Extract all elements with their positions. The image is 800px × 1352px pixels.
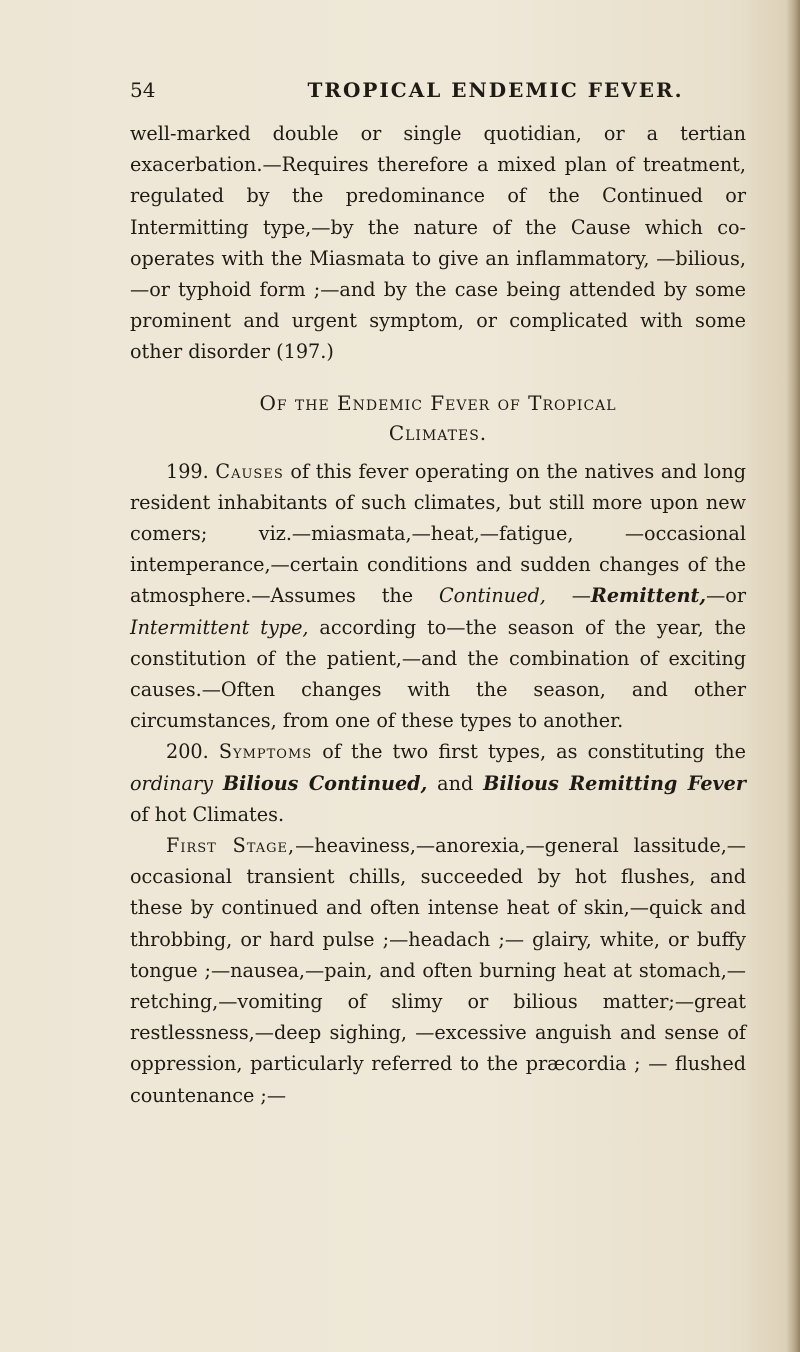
paragraph-199 (130, 456, 746, 737)
paragraph-text: —heaviness,—anorexia,—general lassitude,—occasional transient chills, succeeded by hot flushes, and these by continued and often intense heat of skin,—quick and throbbing, or hard pulse ;—headach ;— glairy, white, or buffy tongue ;—nausea,—pain, and often burning heat at stomach,—retching,—vomiting of slimy or bilious matter;—great restlessness,—deep sighing, —excessive anguish and sense of oppression, particularly referred to the præcordia ; — flushed countenance ;— (130, 834, 746, 1107)
paragraph-text: —or (706, 584, 746, 608)
page-edge-shadow (786, 0, 800, 1352)
paragraph-first-stage (130, 830, 746, 1111)
paragraph-lead: Causes (215, 459, 284, 483)
paragraph-text: — (545, 584, 591, 608)
page-header (130, 78, 743, 118)
italic-term: ordinary (130, 771, 213, 795)
paragraph-lead: Symptoms (218, 740, 313, 764)
page-body (130, 118, 746, 1111)
italic-term: Intermittent type, (130, 615, 309, 639)
paragraph-200 (130, 736, 746, 830)
italic-term: Remittent, (590, 584, 707, 608)
paragraph-text: of hot Climates. (130, 802, 285, 826)
section-heading-line-2: Climates. (388, 420, 488, 445)
paragraph-number: 200. (166, 740, 209, 764)
paragraph-text (213, 772, 223, 795)
paragraph-text: according to—the season of the year, the constitution of the patient,—and the combination of exciting causes.—Often changes with the season, and other circumstances, from one of these types to another. (130, 615, 746, 733)
paragraph-text: of the two first types, as constituting the (312, 740, 746, 764)
paragraph-continued: well-marked double or single quotidian, or a tertian exacerbation.—Requires therefore a mixed plan of treatment, regulated by the predominance of the Continued or Intermitting type,—by the nature of the Cause which co-operates with the Miasmata to give an inflammatory, —bilious,—or typhoid form ;—and by the case being attended by some prominent and urgent symptom, or complicated with some other disorder (197.) (130, 122, 746, 364)
paragraph-lead: First Stage, (166, 834, 296, 858)
paragraph-number: 199. (166, 459, 209, 483)
section-heading (130, 388, 746, 448)
page-content (130, 78, 747, 1107)
running-title: TROPICAL ENDEMIC FEVER. (307, 78, 684, 102)
page-number: 54 (130, 78, 156, 102)
italic-term: Bilious Continued, (222, 771, 428, 795)
paragraph-text: and (427, 771, 484, 795)
paragraph-text: of this fever operating on the natives and long resident inhabitants of such climates, but still more upon new comers; viz.—miasmata,—heat,—fatigue, —occasional intemperance,—certain conditions and sudden changes of the atmosphere.—Assumes the (130, 459, 746, 608)
italic-term: Bilious Remitting Fever (483, 771, 747, 795)
italic-term: Continued, (438, 584, 546, 608)
spacer (130, 448, 746, 456)
section-heading-line-1: Of the Endemic Fever of Tropical (259, 390, 617, 415)
